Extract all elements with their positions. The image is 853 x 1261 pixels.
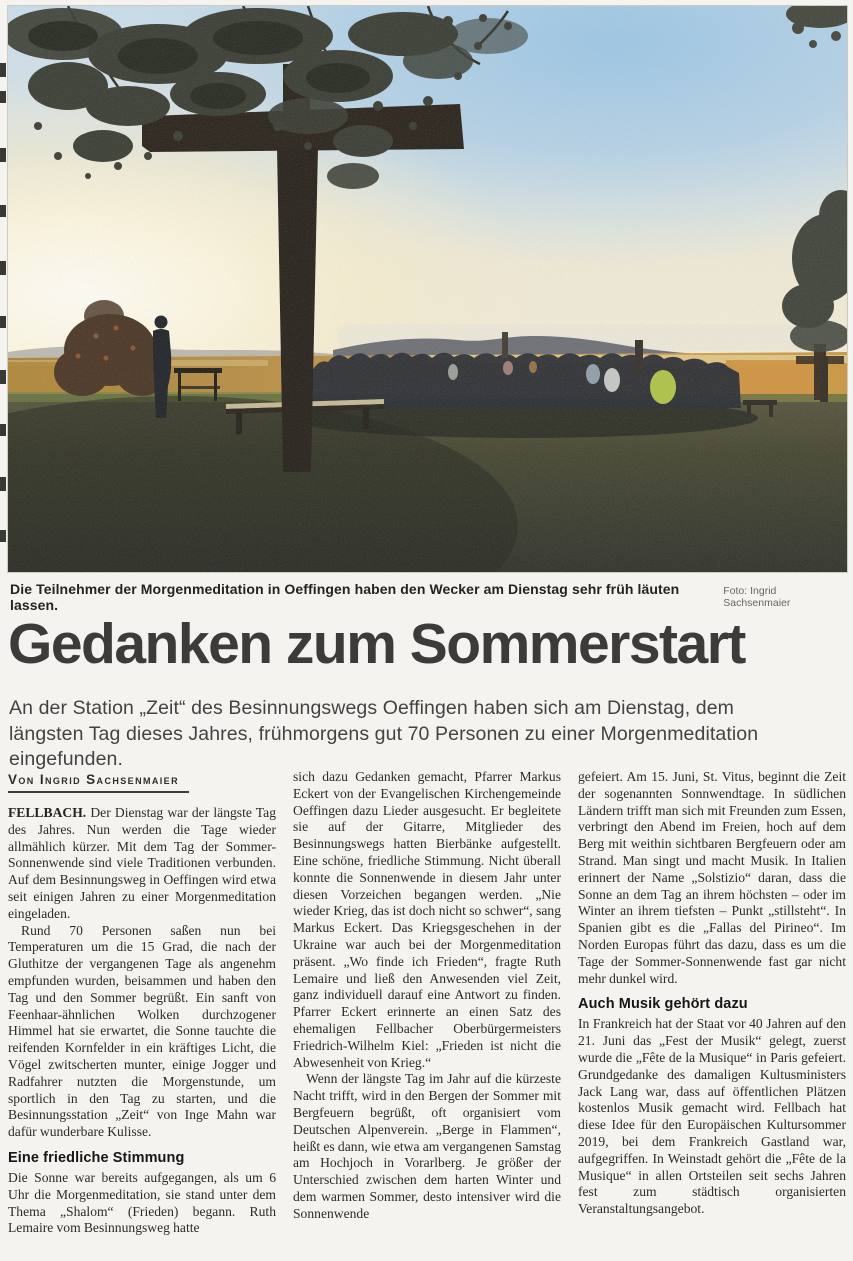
body-paragraph: Wenn der längste Tag im Jahr auf die kürzeste Nacht trifft, wird in den Bergen der Sommer mit Bergfeuern begrüßt, oft organisiert vom Deutschen Alpenverein. „Berge in Flammen“, heißt es dann, wie etwa am vergangenen Samstag am Hochjoch in Vorarlberg. Je größer der Unterschied zwischen dem harten Winter und dem warmen Sommer, desto intensiver wird die Sonnenwende xyxy=(293,1071,561,1221)
scan-edge-mark xyxy=(0,370,6,384)
body-paragraph: gefeiert. Am 15. Juni, St. Vitus, beginnt die Zeit der sogenannten Sonnwendtage. In südlichen Ländern trifft man sich mit Freunden zum Essen, verbringt den Abend im Freien, hoch auf dem Berg mit weithin sichtbaren Bergfeuern oder am Strand. Man singt und macht Musik. In Italien erinnert der Name „Solstizio“ daran, dass die Sonne an dem Tag an ihrem höchsten – oder im Winter an ihrem tiefsten – Punkt „stillsteht“. In Spanien gibt es die „Fallas del Pirineo“. Im Norden Europas führt das dazu, dass es um die Tage der Sommer-Sonnenwende fast gar nicht mehr dunkel wird. xyxy=(578,769,846,986)
scan-edge-mark xyxy=(0,205,6,217)
byline-wrap xyxy=(8,771,276,793)
article-photo xyxy=(8,6,847,572)
scan-grain xyxy=(8,6,847,572)
photo-credit: Foto: Ingrid Sachsenmaier xyxy=(723,585,791,609)
article-body xyxy=(8,769,847,1255)
scan-edge-mark xyxy=(0,261,6,275)
scan-edge-mark xyxy=(0,477,6,491)
subheadline: An der Station „Zeit“ des Besinnungswegs Oeffingen haben sich am Dienstag, dem längsten Tag dieses Jahres, frühmorgens gut 70 Personen zu einer Morgenmeditation eingefunden. xyxy=(9,697,759,770)
body-paragraph: Rund 70 Personen saßen nun bei Temperaturen um die 15 Grad, die nach der Gluthitze der vergangenen Tage als angenehm empfunden wurden, beisammen und haben den Tag und den Sommer begrüßt. Ein sanft von Feenhaar-ähnlichen Wolken durchzogener Himmel hat sie erwartet, die Sonne tauchte die reifenden Kornfelder in ein kräftiges Licht, die Vögel zwitscherten munter, einige Jogger und Radfahrer nutzten die Morgenstunde, um sportlich in den Tag zu starten, und die Besinnungsstation „Zeit“ von Inge Mahn war dafür wunderbare Kulisse. xyxy=(8,922,276,1140)
column-3 xyxy=(578,769,846,1255)
column-1 xyxy=(8,769,276,1255)
column-3-blocks xyxy=(578,769,846,1218)
dateline: FELLBACH. xyxy=(8,805,91,820)
sunrise-meditation-scene xyxy=(8,6,847,572)
body-paragraph: Die Sonne war bereits aufgegangen, als um 6 Uhr die Morgenmeditation, sie stand unter dem Thema „Shalom“ (Frieden) begann. Ruth Lemaire vom Besinnungsweg hatte xyxy=(8,1169,276,1236)
photo-caption: Die Teilnehmer der Morgenmeditation in Oeffingen haben den Wecker am Dienstag sehr früh läuten lassen. xyxy=(10,581,680,613)
byline: Von Ingrid Sachsenmaier xyxy=(8,772,189,793)
body-paragraph: FELLBACH. Der Dienstag war der längste Tag des Jahres. Nun werden die Tage wieder allmählich kürzer. Mit dem Tag der Sommer-Sonnenwende sind viele Traditionen verbunden. Auf dem Besinnungsweg in Oeffingen wird etwa seit einigen Jahren zu einer Morgenmeditation eingeladen. xyxy=(8,805,276,921)
scan-edge-mark xyxy=(0,530,6,542)
body-paragraph: In Frankreich hat der Staat vor 40 Jahren auf den 21. Juni das „Fest der Musik“ gelegt, zuerst wurde die „Fête de la Musique“ in Paris gefeiert. Grundgedanke des damaligen Kultusministers Jack Lang war, dass auf öffentlichen Plätzen kostenlos Musik gemacht wird. Fellbach hat diese Idee für den Europäischen Kultursommer 2019, bei dem Frankreich Gastland war, aufgegriffen. In Weinstadt gehört die „Fête de la Musique“ in allen Ortsteilen seit sechs Jahren fest zum städtisch organisierten Veranstaltungsangebot. xyxy=(578,1016,846,1217)
column-2 xyxy=(293,769,561,1255)
scan-edge-mark xyxy=(0,148,6,162)
scan-edge-mark xyxy=(0,424,6,436)
scan-edge-mark xyxy=(0,316,6,328)
section-subhead: Auch Musik gehört dazu xyxy=(578,996,748,1013)
scan-edge-mark xyxy=(0,63,6,77)
caption-row xyxy=(10,581,847,613)
column-1-blocks xyxy=(8,805,276,1237)
scan-edge-mark xyxy=(0,91,6,103)
section-subhead: Eine friedliche Stimmung xyxy=(8,1149,185,1166)
headline: Gedanken zum Sommerstart xyxy=(8,612,745,676)
body-paragraph: sich dazu Gedanken gemacht, Pfarrer Markus Eckert von der Evangelischen Kirchengemeinde Oeffingen dazu Lieder ausgesucht. Er begleitete sie auf der Gitarre, Mitglieder des Besinnungswegs hatten Bierbänke aufgestellt. Eine schöne, friedliche Stimmung. Nicht überall konnte die Sonnenwende in diesem Jahr unter diesen Vorzeichen begangen werden. „Nie wieder Krieg, das ist doch nicht so schwer“, sang Markus Eckert. Das Kriegsgeschehen in der Ukraine war auch bei der Morgenmeditation präsent. „Wo finde ich Frieden“, fragte Ruth Lemaire und ließ den Anwesenden viel Zeit, ganz individuell darauf eine Antwort zu finden. Pfarrer Eckert erinnerte an einen Satz des ehemaligen Fellbacher Oberbürgermeisters Friedrich-Wilhelm Kiel: „Frieden ist nicht die Abwesenheit von Krieg.“ xyxy=(293,769,561,1070)
column-2-blocks xyxy=(293,769,561,1223)
